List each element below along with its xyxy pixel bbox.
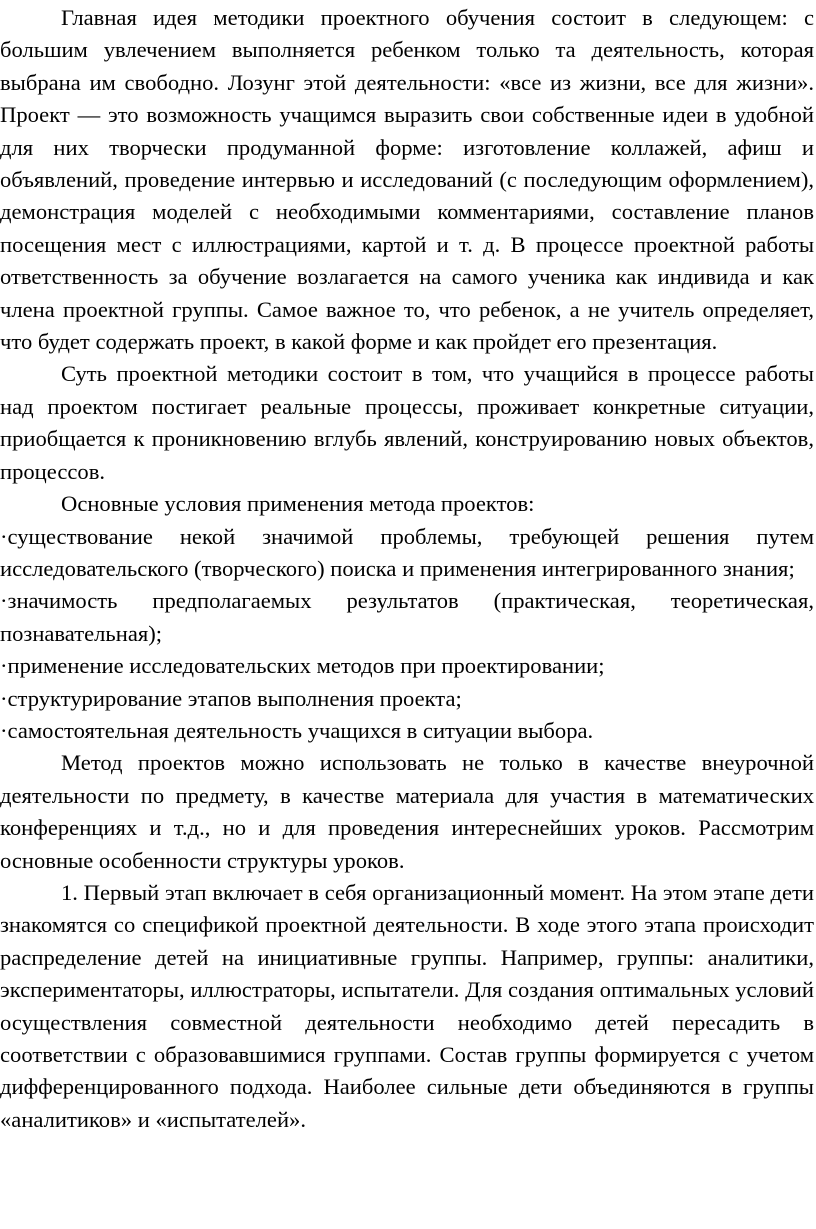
list-item-structuring: ·структурирование этапов выполнения проекта; <box>0 685 462 711</box>
list-item-research-methods: ·применение исследовательских методов при проектировании; <box>0 653 605 679</box>
paragraph-first-stage: 1. Первый этап включает в себя организационный момент. На этом этапе дети знакомятся со спецификой проектной деятельности. В ходе этого этапа происходит распределение детей на инициативные группы. Например, группы: аналитики, экспериментаторы, иллюстраторы, испытатели. Для создания оптимальных условий осуществления совместной деятельности необходимо детей пересадить в соответствии с образовавшимися группами. Состав группы формируется с учетом дифференцированного подхода. Наиболее сильные дети объединяются в группы «аналитиков» и «испытателей». <box>0 879 814 1132</box>
paragraph-main-idea: Главная идея методики проектного обучения состоит в следующем: с большим увлечением выполняется ребенком только та деятельность, которая выбрана им свободно. Лозунг этой деятельности: «все из жизни, все для жизни». Проект — это возможность учащимся выразить свои собственные идеи в удобной для них творчески продуманной форме: изготовление коллажей, афиш и объявлений, проведение интервью и исследований (с последующим оформлением), демонстрация моделей с необходимыми комментариями, составление планов посещения мест с иллюстрациями, картой и т. д. В процессе проектной работы ответственность за обучение возлагается на самого ученика как индивида и как члена проектной группы. Самое важное то, что ребенок, а не учитель определяет, что будет содержать проект, в какой форме и как пройдет его презентация. <box>0 5 814 355</box>
document-page <box>0 2 814 1136</box>
list-item-significance: ·значимость предполагаемых результатов (практическая, теоретическая, познавательная); <box>0 588 814 646</box>
paragraph-conditions-heading: Основные условия применения метода проектов: <box>61 491 535 517</box>
paragraph-essence: Суть проектной методики состоит в том, что учащийся в процессе работы над проектом постигает реальные процессы, проживает конкретные ситуации, приобщается к проникновению вглубь явлений, конструированию новых объектов, процессов. <box>0 361 814 484</box>
list-item-problem: ·существование некой значимой проблемы, требующей решения путем исследовательского (творческого) поиска и применения интегрированного знания; <box>0 523 814 581</box>
paragraph-project-method-usage: Метод проектов можно использовать не только в качестве внеурочной деятельности по предмету, в качестве материала для участия в математических конференциях и т.д., но и для проведения интереснейших уроков. Рассмотрим основные особенности структуры уроков. <box>0 750 814 873</box>
list-item-independent-activity: ·самостоятельная деятельность учащихся в ситуации выбора. <box>0 717 594 743</box>
